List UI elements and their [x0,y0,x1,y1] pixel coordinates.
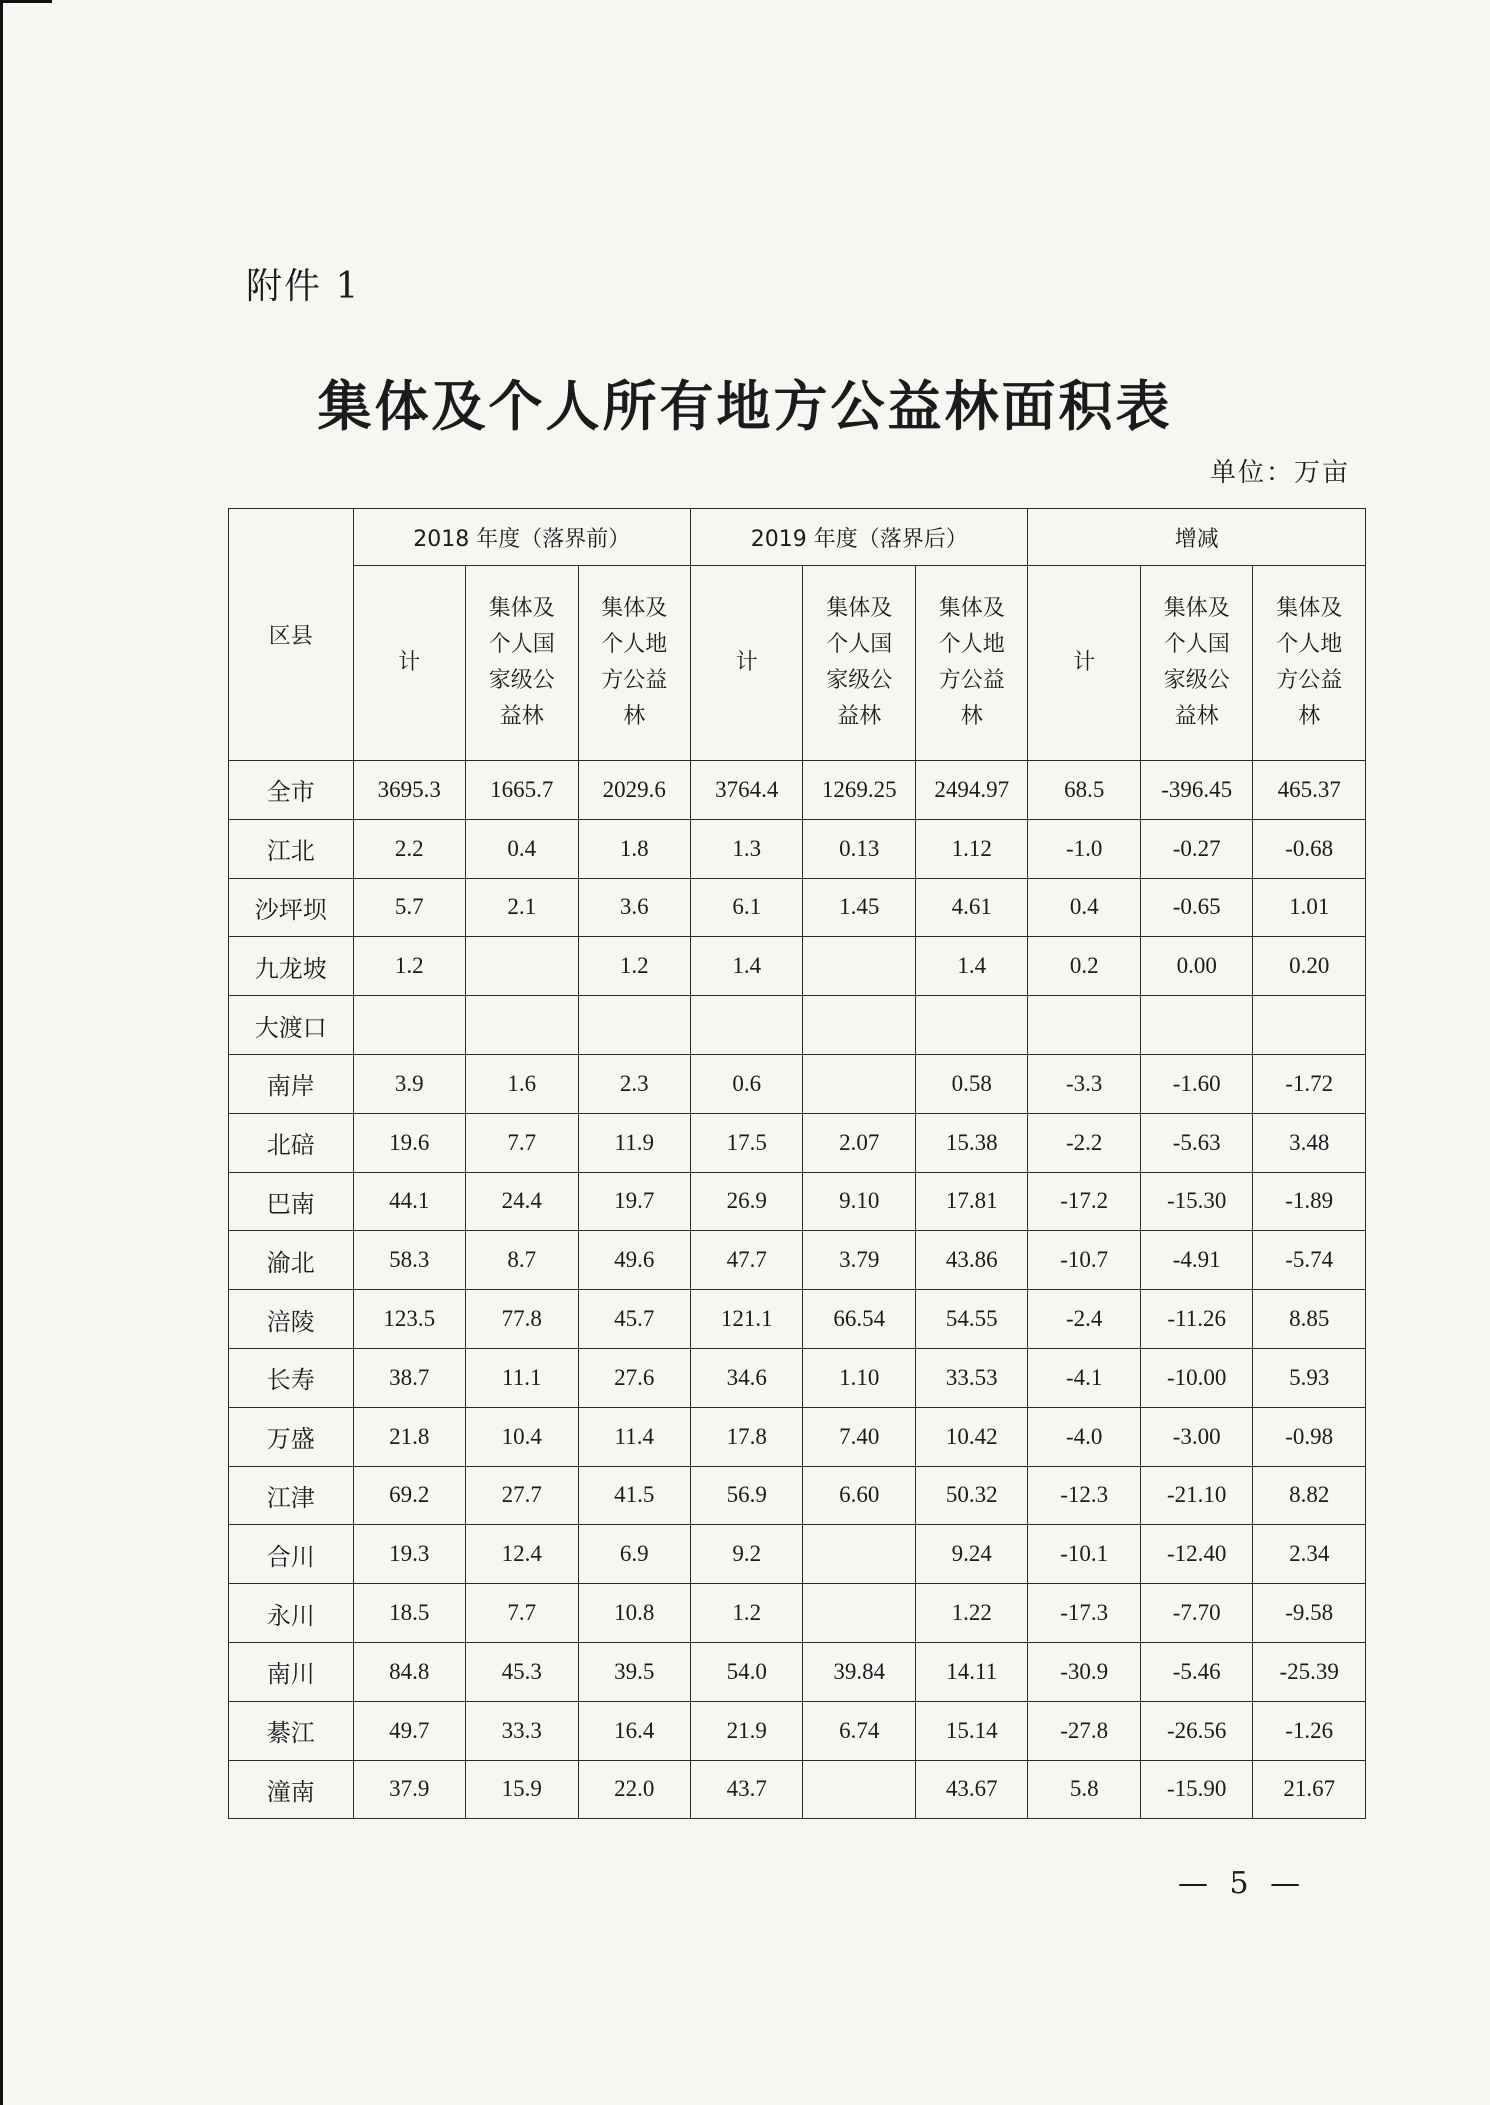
value-cell: 17.5 [691,1113,803,1172]
district-name: 九龙坡 [229,937,354,996]
scan-top-mark [0,0,52,3]
value-cell: -17.2 [1028,1172,1140,1231]
value-cell: 5.93 [1253,1348,1366,1407]
value-cell: 49.7 [353,1701,465,1760]
value-cell: 19.6 [353,1113,465,1172]
table-row [229,1113,1366,1172]
value-cell: 1.8 [578,819,691,878]
value-cell: -5.63 [1140,1113,1252,1172]
value-cell: 3.6 [578,878,691,937]
sub-header-local: 集体及个人地方公益林 [1253,566,1366,761]
value-cell: 1.4 [691,937,803,996]
value-cell: 69.2 [353,1466,465,1525]
value-cell: 22.0 [578,1760,691,1819]
value-cell [803,996,915,1055]
value-cell: 0.00 [1140,937,1252,996]
value-cell: 6.74 [803,1701,915,1760]
district-name: 大渡口 [229,996,354,1055]
district-name: 万盛 [229,1407,354,1466]
district-name: 南川 [229,1642,354,1701]
value-cell: -21.10 [1140,1466,1252,1525]
value-cell [915,996,1028,1055]
value-cell: 15.38 [915,1113,1028,1172]
value-cell: -3.3 [1028,1054,1140,1113]
value-cell [578,996,691,1055]
value-cell: -12.40 [1140,1525,1252,1584]
value-cell: 15.9 [466,1760,578,1819]
value-cell: 9.2 [691,1525,803,1584]
value-cell: 37.9 [353,1760,465,1819]
table-row [229,937,1366,996]
value-cell: -4.91 [1140,1231,1252,1290]
attachment-label: 附件 1 [246,266,361,307]
scan-left-edge [0,0,3,2105]
value-cell: -27.8 [1028,1701,1140,1760]
value-cell: 14.11 [915,1642,1028,1701]
sub-header-local: 集体及个人地方公益林 [915,566,1028,761]
value-cell [1028,996,1140,1055]
value-cell [1253,996,1366,1055]
district-name: 长寿 [229,1348,354,1407]
value-cell: 39.84 [803,1642,915,1701]
value-cell: 41.5 [578,1466,691,1525]
district-name: 合川 [229,1525,354,1584]
value-cell: 123.5 [353,1290,465,1349]
value-cell: 43.67 [915,1760,1028,1819]
value-cell [803,1525,915,1584]
value-cell: 1.3 [691,819,803,878]
value-cell: 2494.97 [915,761,1028,820]
district-name: 巴南 [229,1172,354,1231]
sub-header-national: 集体及个人国家级公益林 [466,566,578,761]
value-cell: -10.00 [1140,1348,1252,1407]
district-name: 北碚 [229,1113,354,1172]
value-cell: -25.39 [1253,1642,1366,1701]
value-cell: 11.4 [578,1407,691,1466]
value-cell: -17.3 [1028,1584,1140,1643]
value-cell: -10.1 [1028,1525,1140,1584]
value-cell: -7.70 [1140,1584,1252,1643]
district-name: 永川 [229,1584,354,1643]
value-cell: 465.37 [1253,761,1366,820]
value-cell: 0.2 [1028,937,1140,996]
value-cell: 12.4 [466,1525,578,1584]
table-row [229,1290,1366,1349]
value-cell: 6.60 [803,1466,915,1525]
value-cell [691,996,803,1055]
district-name: 渝北 [229,1231,354,1290]
value-cell: 2.34 [1253,1525,1366,1584]
value-cell: 0.4 [1028,878,1140,937]
table-row [229,1231,1366,1290]
value-cell: 47.7 [691,1231,803,1290]
value-cell: 45.7 [578,1290,691,1349]
value-cell: 16.4 [578,1701,691,1760]
value-cell: 8.82 [1253,1466,1366,1525]
table-row [229,878,1366,937]
value-cell: 0.13 [803,819,915,878]
sub-header-total: 计 [691,566,803,761]
value-cell: 45.3 [466,1642,578,1701]
value-cell: 56.9 [691,1466,803,1525]
value-cell: 26.9 [691,1172,803,1231]
value-cell: -2.2 [1028,1113,1140,1172]
value-cell: 1.6 [466,1054,578,1113]
value-cell: 1.22 [915,1584,1028,1643]
value-cell: 2.1 [466,878,578,937]
value-cell: 49.6 [578,1231,691,1290]
value-cell: -30.9 [1028,1642,1140,1701]
table-row [229,1642,1366,1701]
value-cell: 1.2 [353,937,465,996]
page-title: 集体及个人所有地方公益林面积表 [317,374,1173,438]
table-row [229,1525,1366,1584]
table-row [229,1466,1366,1525]
value-cell: 24.4 [466,1172,578,1231]
value-cell: -12.3 [1028,1466,1140,1525]
value-cell: 5.8 [1028,1760,1140,1819]
value-cell: 1.2 [578,937,691,996]
value-cell: 3764.4 [691,761,803,820]
value-cell: 43.7 [691,1760,803,1819]
value-cell: 3.9 [353,1054,465,1113]
value-cell: 50.32 [915,1466,1028,1525]
forest-area-table [228,508,1366,1819]
value-cell: 6.1 [691,878,803,937]
value-cell: 1.45 [803,878,915,937]
value-cell: 0.58 [915,1054,1028,1113]
value-cell: 21.67 [1253,1760,1366,1819]
sub-header-total: 计 [1028,566,1140,761]
value-cell: 1.2 [691,1584,803,1643]
value-cell: -1.0 [1028,819,1140,878]
value-cell: 77.8 [466,1290,578,1349]
value-cell: 21.9 [691,1701,803,1760]
value-cell: 4.61 [915,878,1028,937]
sub-header-national: 集体及个人国家级公益林 [1140,566,1252,761]
value-cell: 21.8 [353,1407,465,1466]
table-row [229,1701,1366,1760]
value-cell: 54.0 [691,1642,803,1701]
value-cell: 27.7 [466,1466,578,1525]
value-cell: 43.86 [915,1231,1028,1290]
value-cell: 27.6 [578,1348,691,1407]
value-cell: 7.7 [466,1113,578,1172]
value-cell: -0.98 [1253,1407,1366,1466]
value-cell: 2.2 [353,819,465,878]
value-cell: 2029.6 [578,761,691,820]
district-name: 潼南 [229,1760,354,1819]
value-cell: -15.90 [1140,1760,1252,1819]
value-cell: 39.5 [578,1642,691,1701]
table-row [229,1054,1366,1113]
value-cell: -1.89 [1253,1172,1366,1231]
value-cell: 17.8 [691,1407,803,1466]
group-header-change: 增减 [1028,509,1366,566]
value-cell: 1.4 [915,937,1028,996]
group-header-2019: 2019 年度（落界后） [691,509,1028,566]
value-cell [803,1760,915,1819]
value-cell: 6.9 [578,1525,691,1584]
value-cell: 58.3 [353,1231,465,1290]
district-name: 江津 [229,1466,354,1525]
value-cell: 15.14 [915,1701,1028,1760]
value-cell: 33.3 [466,1701,578,1760]
value-cell [466,996,578,1055]
value-cell: 2.07 [803,1113,915,1172]
value-cell: 34.6 [691,1348,803,1407]
value-cell: 7.7 [466,1584,578,1643]
sub-header-total: 计 [353,566,465,761]
value-cell: -4.1 [1028,1348,1140,1407]
value-cell: 1665.7 [466,761,578,820]
table-row [229,1407,1366,1466]
value-cell: 33.53 [915,1348,1028,1407]
value-cell: 1.12 [915,819,1028,878]
value-cell: -1.26 [1253,1701,1366,1760]
value-cell: 3.48 [1253,1113,1366,1172]
value-cell [353,996,465,1055]
sub-header-local: 集体及个人地方公益林 [578,566,691,761]
value-cell [466,937,578,996]
district-header: 区县 [229,509,354,761]
value-cell: 2.3 [578,1054,691,1113]
value-cell: 68.5 [1028,761,1140,820]
value-cell: 10.8 [578,1584,691,1643]
table-row [229,1584,1366,1643]
value-cell: -1.72 [1253,1054,1366,1113]
table-row [229,1348,1366,1407]
value-cell: -2.4 [1028,1290,1140,1349]
value-cell: 0.6 [691,1054,803,1113]
table-row [229,819,1366,878]
table-row [229,1172,1366,1231]
value-cell: -0.27 [1140,819,1252,878]
value-cell: 1.01 [1253,878,1366,937]
value-cell: 5.7 [353,878,465,937]
value-cell: 19.3 [353,1525,465,1584]
table-row [229,1760,1366,1819]
value-cell: -26.56 [1140,1701,1252,1760]
table-row [229,996,1366,1055]
value-cell: 17.81 [915,1172,1028,1231]
district-name: 南岸 [229,1054,354,1113]
group-header-2018: 2018 年度（落界前） [353,509,690,566]
value-cell: 8.7 [466,1231,578,1290]
value-cell: 3695.3 [353,761,465,820]
value-cell: 38.7 [353,1348,465,1407]
value-cell: -0.68 [1253,819,1366,878]
value-cell: -10.7 [1028,1231,1140,1290]
value-cell: -11.26 [1140,1290,1252,1349]
value-cell: 11.9 [578,1113,691,1172]
value-cell: -396.45 [1140,761,1252,820]
value-cell: -0.65 [1140,878,1252,937]
value-cell: -9.58 [1253,1584,1366,1643]
value-cell: 7.40 [803,1407,915,1466]
district-name: 全市 [229,761,354,820]
value-cell [1140,996,1252,1055]
value-cell [803,1054,915,1113]
value-cell: 9.10 [803,1172,915,1231]
value-cell: 44.1 [353,1172,465,1231]
value-cell: -3.00 [1140,1407,1252,1466]
page-number: — 5 — [1178,1866,1307,1901]
value-cell: 18.5 [353,1584,465,1643]
value-cell: 1269.25 [803,761,915,820]
unit-label: 单位：万亩 [1209,458,1350,488]
value-cell: -5.46 [1140,1642,1252,1701]
value-cell: 10.4 [466,1407,578,1466]
value-cell: 54.55 [915,1290,1028,1349]
value-cell: -15.30 [1140,1172,1252,1231]
table-body [229,761,1366,1819]
district-name: 涪陵 [229,1290,354,1349]
value-cell: 10.42 [915,1407,1028,1466]
sub-header-national: 集体及个人国家级公益林 [803,566,915,761]
value-cell: 19.7 [578,1172,691,1231]
district-name: 沙坪坝 [229,878,354,937]
value-cell [803,1584,915,1643]
value-cell: -1.60 [1140,1054,1252,1113]
district-name: 綦江 [229,1701,354,1760]
value-cell: 0.20 [1253,937,1366,996]
value-cell: 84.8 [353,1642,465,1701]
value-cell: 66.54 [803,1290,915,1349]
value-cell: -4.0 [1028,1407,1140,1466]
district-name: 江北 [229,819,354,878]
value-cell: 9.24 [915,1525,1028,1584]
value-cell: 121.1 [691,1290,803,1349]
value-cell: 0.4 [466,819,578,878]
value-cell: 8.85 [1253,1290,1366,1349]
value-cell: 3.79 [803,1231,915,1290]
value-cell: -5.74 [1253,1231,1366,1290]
value-cell: 1.10 [803,1348,915,1407]
table-row [229,761,1366,820]
value-cell [803,937,915,996]
value-cell: 11.1 [466,1348,578,1407]
